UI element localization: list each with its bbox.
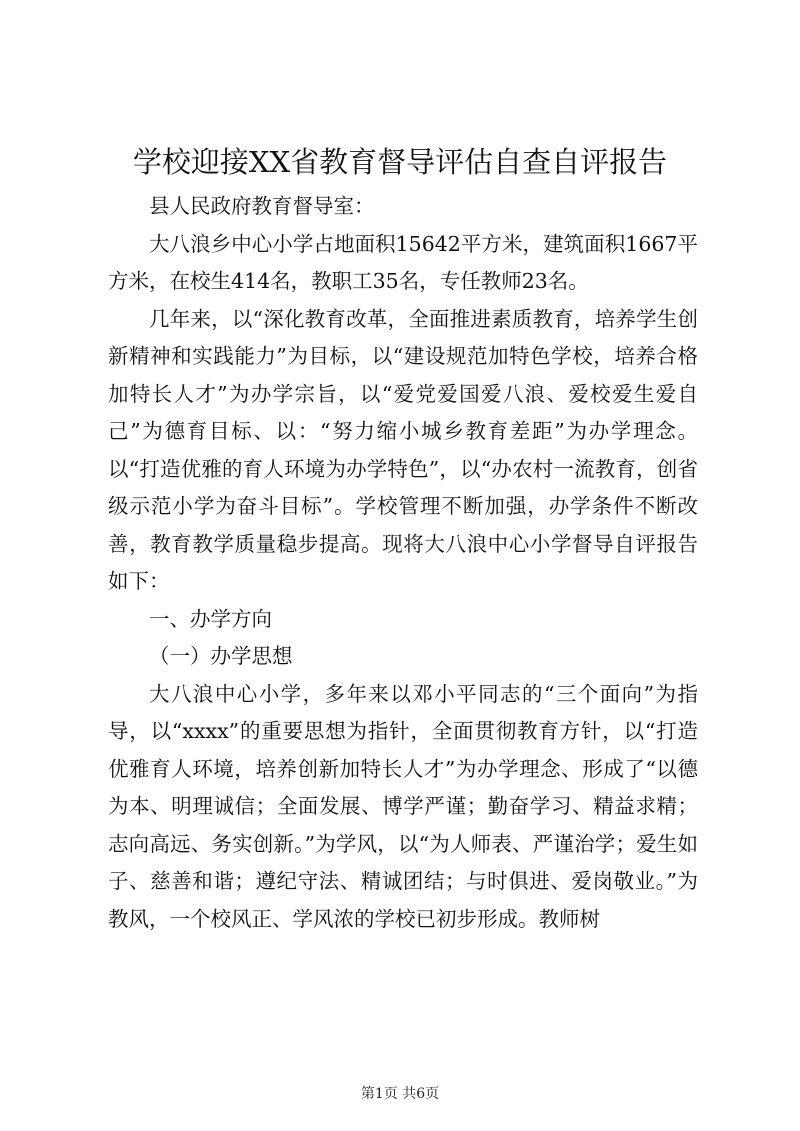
- salutation: 县人民政府教育督导室：: [149, 194, 375, 218]
- document-title: 学校迎接XX省教育督导评估自查自评报告: [132, 145, 668, 179]
- section-heading: 一、办学方向: [149, 606, 272, 631]
- document-body: [108, 188, 698, 938]
- paragraph-goals: 几年来，以“深化教育改革，全面推进素质教育，培养学生创新精神和实践能力”为目标，以“建设规范加特色学校，培养合格加特长人才”为办学宗旨，以“爱党爱国爱八浪、爱校爱生爱自己”为德育目标、以：“努力缩小城乡教育差距”为办学理念。以“打造优雅的育人环境为办学特色”，以“办农村一流教育，创省级示范小学为奋斗目标”。学校管理不断加强，办学条件不断改善，教育教学质量稳步提高。现将大八浪中心小学督导自评报告如下：: [108, 306, 698, 593]
- paragraph-school-overview: 大八浪乡中心小学占地面积15642平方米，建筑面积1667平方米，在校生414名，教职工35名，专任教师23名。: [108, 231, 698, 293]
- subsection-heading: （一）办学思想: [149, 644, 293, 668]
- page-number: 第1页 共6页: [360, 1086, 440, 1102]
- paragraph-philosophy: 大八浪中心小学，多年来以邓小平同志的“三个面向”为指导，以“xxxx”的重要思想为指针，全面贯彻教育方针，以“打造优雅育人环境，培养创新加特长人才”为办学理念、形成了“以德为本、明理诚信；全面发展、博学严谨；勤奋学习、精益求精；志向高远、务实创新。”为学风，以“为人师表、严谨治学；爱生如子、慈善和谐；遵纪守法、精诚团结；与时俱进、爱岗敬业。”为教风，一个校风正、学风浓的学校已初步形成。教师树: [108, 681, 698, 931]
